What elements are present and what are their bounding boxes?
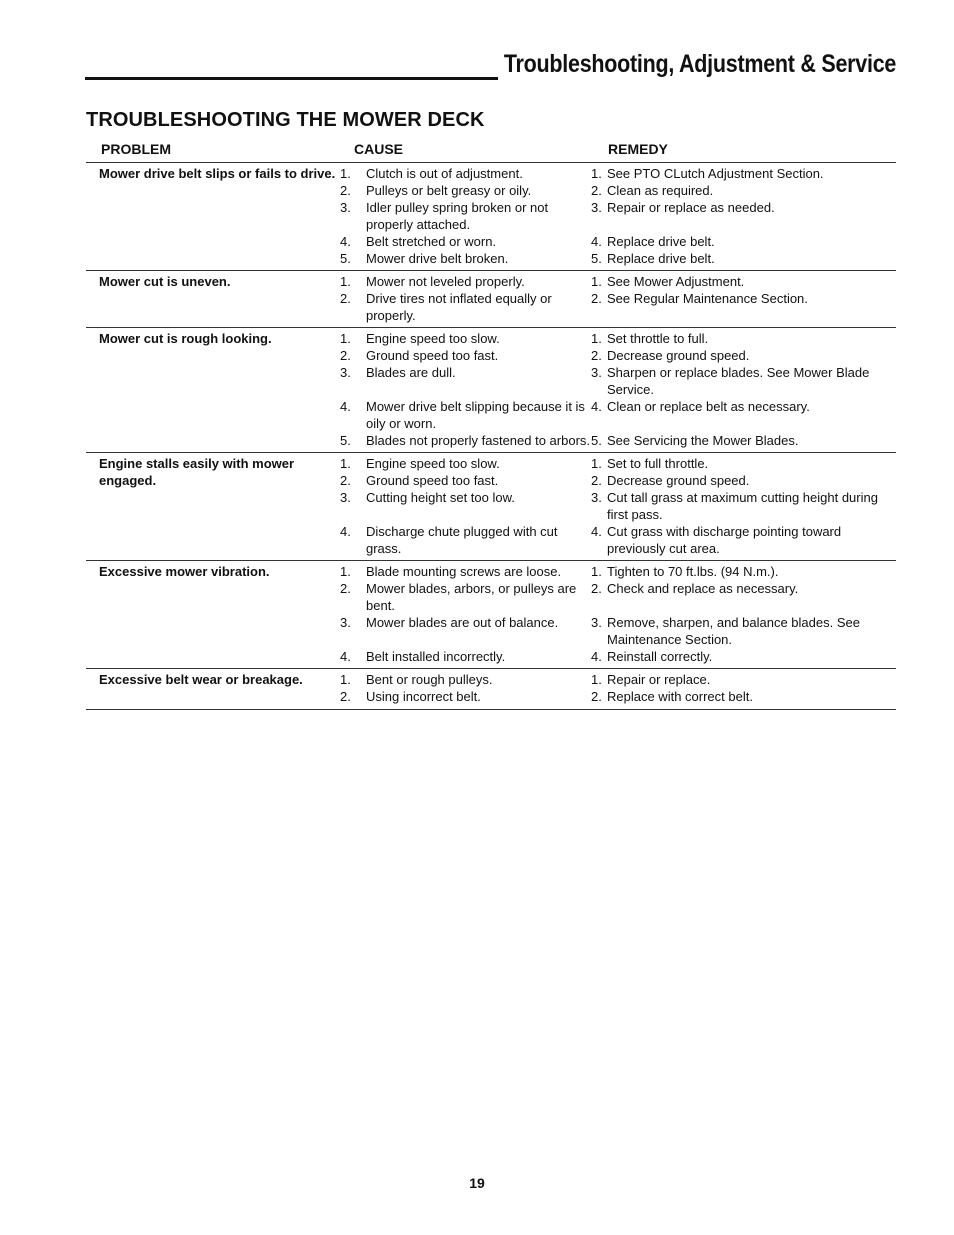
cause-number: 1. bbox=[340, 274, 351, 289]
cause-text: Blades are dull. bbox=[366, 365, 456, 380]
cause-text: Discharge chute plugged with cut grass. bbox=[366, 524, 558, 556]
remedy-cell bbox=[591, 455, 896, 472]
cause-number: 3. bbox=[340, 490, 351, 505]
cause-text: Blade mounting screws are loose. bbox=[366, 564, 562, 579]
cause-number: 4. bbox=[340, 234, 351, 249]
remedy-cell bbox=[591, 364, 896, 398]
table-row bbox=[86, 271, 896, 328]
remedy-number: 2. bbox=[591, 689, 602, 704]
problem-cell: Excessive mower vibration. bbox=[99, 564, 270, 579]
cause-cell bbox=[340, 523, 591, 557]
cause-text: Idler pulley spring broken or not properly attached. bbox=[366, 200, 549, 232]
cause-text: Using incorrect belt. bbox=[366, 689, 481, 704]
cause-remedy-list bbox=[340, 455, 896, 557]
cause-cell bbox=[340, 432, 591, 449]
remedy-cell bbox=[591, 614, 896, 648]
problem-cell: Mower cut is rough looking. bbox=[99, 331, 272, 346]
cause-text: Ground speed too fast. bbox=[366, 348, 499, 363]
cause-text: Belt installed incorrectly. bbox=[366, 649, 506, 664]
remedy-number: 2. bbox=[591, 473, 602, 488]
cause-cell bbox=[340, 580, 591, 614]
remedy-cell bbox=[591, 671, 896, 688]
remedy-cell bbox=[591, 432, 896, 449]
remedy-text: Reinstall correctly. bbox=[607, 649, 713, 664]
cause-remedy-pair bbox=[340, 580, 896, 614]
cause-number: 1. bbox=[340, 331, 351, 346]
remedy-number: 1. bbox=[591, 672, 602, 687]
cause-cell bbox=[340, 364, 591, 398]
remedy-text: Cut tall grass at maximum cutting height during first pass. bbox=[607, 490, 878, 522]
problem-cell: Mower cut is uneven. bbox=[99, 274, 231, 289]
cause-remedy-pair bbox=[340, 250, 896, 267]
remedy-cell bbox=[591, 290, 896, 324]
cause-text: Engine speed too slow. bbox=[366, 331, 500, 346]
cause-remedy-pair bbox=[340, 347, 896, 364]
cause-cell bbox=[340, 199, 591, 233]
cause-number: 3. bbox=[340, 200, 351, 215]
table-row bbox=[86, 669, 896, 710]
cause-number: 1. bbox=[340, 564, 351, 579]
remedy-number: 1. bbox=[591, 331, 602, 346]
column-header-remedy: REMEDY bbox=[608, 141, 668, 157]
remedy-text: Replace drive belt. bbox=[607, 234, 715, 249]
remedy-number: 1. bbox=[591, 456, 602, 471]
problem-cell: Mower drive belt slips or fails to drive. bbox=[99, 166, 336, 181]
cause-number: 2. bbox=[340, 473, 351, 488]
cause-text: Cutting height set too low. bbox=[366, 490, 515, 505]
cause-number: 2. bbox=[340, 689, 351, 704]
cause-remedy-pair bbox=[340, 290, 896, 324]
cause-cell bbox=[340, 688, 591, 705]
remedy-cell bbox=[591, 233, 896, 250]
cause-number: 2. bbox=[340, 291, 351, 306]
cause-remedy-pair bbox=[340, 273, 896, 290]
cause-remedy-pair bbox=[340, 199, 896, 233]
cause-number: 5. bbox=[340, 433, 351, 448]
page-header-title: Troubleshooting, Adjustment & Service bbox=[503, 50, 896, 78]
remedy-cell bbox=[591, 648, 896, 665]
cause-remedy-pair bbox=[340, 671, 896, 688]
table-row bbox=[86, 453, 896, 561]
cause-cell bbox=[340, 671, 591, 688]
remedy-text: Replace drive belt. bbox=[607, 251, 715, 266]
cause-text: Belt stretched or worn. bbox=[366, 234, 497, 249]
problem-cell: Engine stalls easily with mower engaged. bbox=[99, 456, 295, 488]
remedy-number: 1. bbox=[591, 564, 602, 579]
cause-text: Pulleys or belt greasy or oily. bbox=[366, 183, 532, 198]
cause-cell bbox=[340, 182, 591, 199]
cause-remedy-pair bbox=[340, 648, 896, 665]
remedy-number: 4. bbox=[591, 649, 602, 664]
cause-text: Mower drive belt broken. bbox=[366, 251, 509, 266]
cause-cell bbox=[340, 347, 591, 364]
remedy-number: 4. bbox=[591, 234, 602, 249]
cause-cell bbox=[340, 233, 591, 250]
cause-text: Mower blades, arbors, or pulleys are bent. bbox=[366, 581, 577, 613]
table-body bbox=[86, 163, 896, 710]
table-row bbox=[86, 328, 896, 453]
cause-text: Mower blades are out of balance. bbox=[366, 615, 559, 630]
remedy-cell bbox=[591, 489, 896, 523]
remedy-number: 3. bbox=[591, 200, 602, 215]
cause-number: 2. bbox=[340, 581, 351, 596]
remedy-text: Decrease ground speed. bbox=[607, 348, 750, 363]
cause-remedy-list bbox=[340, 330, 896, 449]
remedy-text: Repair or replace as needed. bbox=[607, 200, 775, 215]
cause-remedy-pair bbox=[340, 432, 896, 449]
cause-number: 4. bbox=[340, 399, 351, 414]
remedy-text: Tighten to 70 ft.lbs. (94 N.m.). bbox=[607, 564, 779, 579]
remedy-number: 2. bbox=[591, 291, 602, 306]
cause-text: Clutch is out of adjustment. bbox=[366, 166, 523, 181]
remedy-cell bbox=[591, 347, 896, 364]
remedy-text: Check and replace as necessary. bbox=[607, 581, 799, 596]
remedy-number: 4. bbox=[591, 399, 602, 414]
remedy-number: 3. bbox=[591, 615, 602, 630]
remedy-cell bbox=[591, 472, 896, 489]
cause-number: 3. bbox=[340, 365, 351, 380]
cause-remedy-pair bbox=[340, 364, 896, 398]
remedy-cell bbox=[591, 182, 896, 199]
remedy-text: See PTO CLutch Adjustment Section. bbox=[607, 166, 824, 181]
cause-number: 4. bbox=[340, 524, 351, 539]
remedy-cell bbox=[591, 580, 896, 614]
cause-text: Mower not leveled properly. bbox=[366, 274, 525, 289]
section-title: TROUBLESHOOTING THE MOWER DECK bbox=[86, 109, 485, 131]
table-row bbox=[86, 561, 896, 669]
remedy-number: 2. bbox=[591, 348, 602, 363]
cause-remedy-pair bbox=[340, 472, 896, 489]
remedy-number: 3. bbox=[591, 365, 602, 380]
cause-remedy-pair bbox=[340, 489, 896, 523]
remedy-text: Remove, sharpen, and balance blades. See Maintenance Section. bbox=[607, 615, 860, 647]
remedy-text: See Servicing the Mower Blades. bbox=[607, 433, 799, 448]
table-row bbox=[86, 163, 896, 271]
remedy-text: Sharpen or replace blades. See Mower Blade Service. bbox=[607, 365, 870, 397]
cause-remedy-pair bbox=[340, 523, 896, 557]
remedy-text: Replace with correct belt. bbox=[607, 689, 753, 704]
remedy-text: Cut grass with discharge pointing toward previously cut area. bbox=[607, 524, 842, 556]
remedy-number: 5. bbox=[591, 433, 602, 448]
header-rule bbox=[85, 77, 498, 80]
remedy-number: 1. bbox=[591, 166, 602, 181]
remedy-number: 1. bbox=[591, 274, 602, 289]
remedy-number: 4. bbox=[591, 524, 602, 539]
cause-number: 2. bbox=[340, 348, 351, 363]
remedy-cell bbox=[591, 563, 896, 580]
cause-cell bbox=[340, 330, 591, 347]
cause-remedy-pair bbox=[340, 330, 896, 347]
cause-cell bbox=[340, 614, 591, 648]
remedy-cell bbox=[591, 330, 896, 347]
cause-remedy-list bbox=[340, 563, 896, 665]
cause-number: 1. bbox=[340, 456, 351, 471]
remedy-text: Clean or replace belt as necessary. bbox=[607, 399, 810, 414]
remedy-cell bbox=[591, 398, 896, 432]
cause-text: Drive tires not inflated equally or properly. bbox=[366, 291, 552, 323]
cause-remedy-pair bbox=[340, 182, 896, 199]
remedy-number: 2. bbox=[591, 581, 602, 596]
remedy-cell bbox=[591, 273, 896, 290]
remedy-cell bbox=[591, 165, 896, 182]
remedy-text: See Regular Maintenance Section. bbox=[607, 291, 808, 306]
cause-remedy-pair bbox=[340, 688, 896, 705]
remedy-cell bbox=[591, 199, 896, 233]
remedy-number: 5. bbox=[591, 251, 602, 266]
cause-cell bbox=[340, 489, 591, 523]
cause-remedy-list bbox=[340, 165, 896, 267]
cause-text: Bent or rough pulleys. bbox=[366, 672, 493, 687]
problem-cell: Excessive belt wear or breakage. bbox=[99, 672, 303, 687]
cause-remedy-pair bbox=[340, 165, 896, 182]
cause-remedy-pair bbox=[340, 455, 896, 472]
cause-cell bbox=[340, 472, 591, 489]
cause-number: 3. bbox=[340, 615, 351, 630]
table-header bbox=[86, 140, 896, 163]
cause-remedy-pair bbox=[340, 563, 896, 580]
cause-text: Ground speed too fast. bbox=[366, 473, 499, 488]
column-header-problem: PROBLEM bbox=[101, 141, 171, 157]
cause-remedy-pair bbox=[340, 233, 896, 250]
cause-number: 5. bbox=[340, 251, 351, 266]
cause-cell bbox=[340, 398, 591, 432]
remedy-text: Set throttle to full. bbox=[607, 331, 709, 346]
cause-cell bbox=[340, 290, 591, 324]
cause-cell bbox=[340, 250, 591, 267]
cause-number: 2. bbox=[340, 183, 351, 198]
troubleshooting-table bbox=[86, 140, 896, 710]
remedy-text: Clean as required. bbox=[607, 183, 714, 198]
remedy-number: 2. bbox=[591, 183, 602, 198]
cause-cell bbox=[340, 648, 591, 665]
remedy-number: 3. bbox=[591, 490, 602, 505]
cause-cell bbox=[340, 455, 591, 472]
remedy-cell bbox=[591, 250, 896, 267]
remedy-text: Decrease ground speed. bbox=[607, 473, 750, 488]
cause-number: 1. bbox=[340, 672, 351, 687]
cause-remedy-list bbox=[340, 273, 896, 324]
cause-cell bbox=[340, 273, 591, 290]
cause-text: Blades not properly fastened to arbors. bbox=[366, 433, 591, 448]
cause-cell bbox=[340, 165, 591, 182]
cause-number: 4. bbox=[340, 649, 351, 664]
cause-remedy-pair bbox=[340, 614, 896, 648]
cause-remedy-list bbox=[340, 671, 896, 705]
column-header-cause: CAUSE bbox=[354, 141, 404, 157]
cause-text: Engine speed too slow. bbox=[366, 456, 500, 471]
cause-remedy-pair bbox=[340, 398, 896, 432]
remedy-text: Repair or replace. bbox=[607, 672, 711, 687]
remedy-cell bbox=[591, 523, 896, 557]
remedy-text: See Mower Adjustment. bbox=[607, 274, 745, 289]
page-number: 19 bbox=[469, 1175, 485, 1191]
cause-cell bbox=[340, 563, 591, 580]
remedy-cell bbox=[591, 688, 896, 705]
cause-number: 1. bbox=[340, 166, 351, 181]
cause-text: Mower drive belt slipping because it is oily or worn. bbox=[366, 399, 585, 431]
remedy-text: Set to full throttle. bbox=[607, 456, 709, 471]
